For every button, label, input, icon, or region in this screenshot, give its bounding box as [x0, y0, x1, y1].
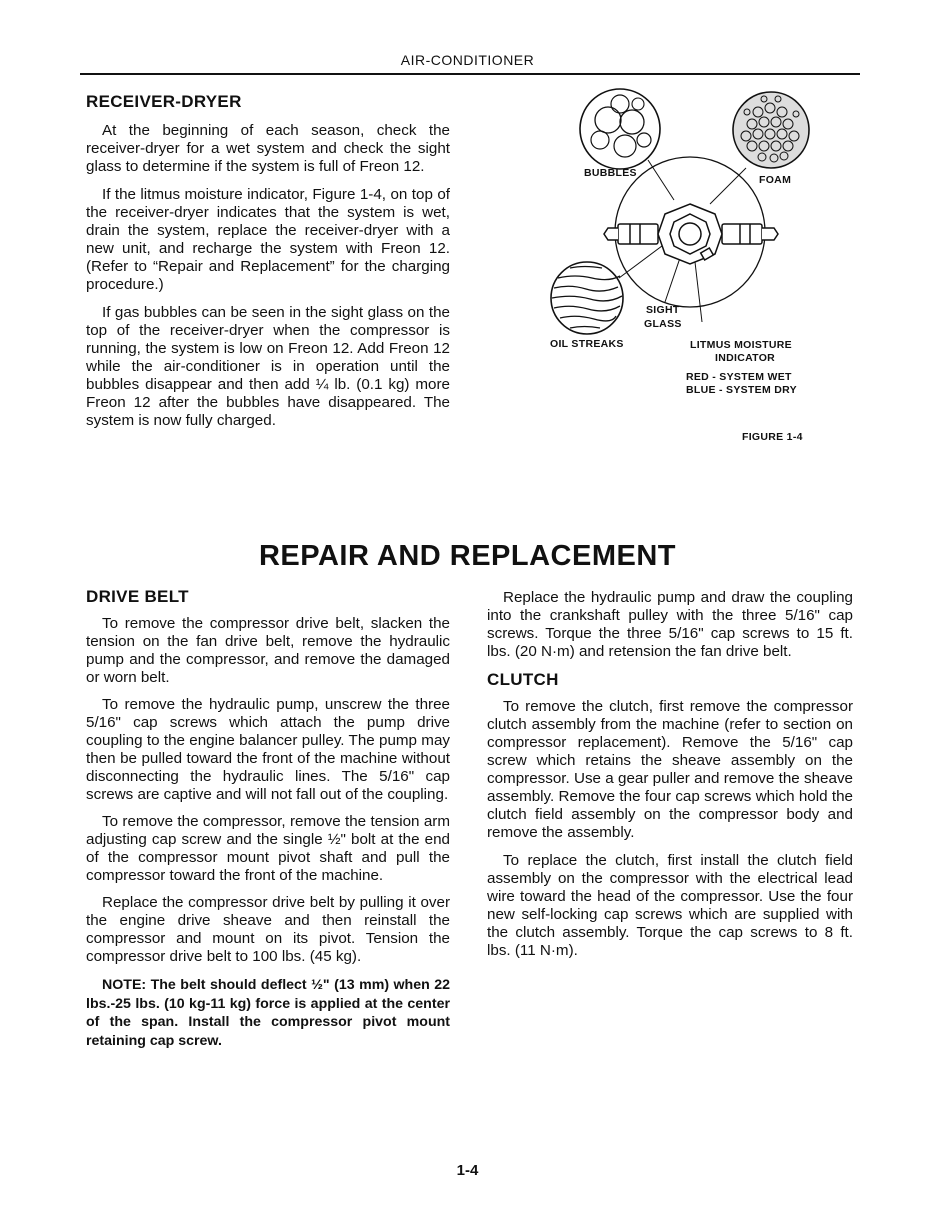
- receiver-dryer-section: [86, 92, 450, 430]
- bubbles-inset: [580, 89, 660, 169]
- drive-belt-paragraph-4: Replace the compressor drive belt by pulling it over the engine drive sheave and then reinstall the compressor and mount on its pivot. Tension the compressor drive belt to 100 lbs. (45 kg).: [86, 894, 450, 965]
- clutch-paragraph-2: To replace the clutch, first install the clutch field assembly on the compressor with the electrical lead wire toward the head of the compressor. Use the four new self-locking cap screws which are supplied with the clutch assembly. Torque the cap screws to 8 ft. lbs. (11 N·m).: [487, 852, 853, 959]
- page-header-title: AIR-CONDITIONER: [400, 52, 535, 68]
- drive-belt-note: NOTE: The belt should deflect ½" (13 mm) when 22 lbs.-25 lbs. (10 kg-11 kg) force is applied at the center of the span. Install the compressor pivot mount retaining cap screw.: [86, 977, 450, 1049]
- sight-glass-label-line-2: GLASS: [644, 318, 682, 330]
- bubbles-label: BUBBLES: [584, 167, 637, 179]
- litmus-label-line-1: LITMUS MOISTURE: [690, 339, 792, 351]
- oil-streaks-label: OIL STREAKS: [550, 338, 624, 350]
- figure-caption: FIGURE 1-4: [742, 431, 803, 443]
- figure-sight-glass-diagram: [540, 82, 840, 462]
- blue-system-dry-label: BLUE - SYSTEM DRY: [686, 384, 797, 396]
- drive-belt-paragraph-1: To remove the compressor drive belt, slacken the tension on the fan drive belt, remove the hydraulic pump and the compressor, and remove the damaged or worn belt.: [86, 615, 450, 686]
- sight-glass-label-line-1: SIGHT: [646, 304, 680, 316]
- drive-belt-heading: DRIVE BELT: [86, 587, 189, 606]
- right-column: [487, 589, 853, 960]
- clutch-paragraph-1: To remove the clutch, first remove the compressor clutch assembly from the machine (refer to section on compressor replacement). Remove the 5/16" cap screw which retains the sheave assembly on the compressor. Use a gear puller and remove the sheave assembly. Remove the four cap screws which hold the clutch field assembly on the compressor body and remove the assembly.: [487, 698, 853, 841]
- receiver-dryer-fitting: [604, 204, 778, 264]
- drive-belt-paragraph-3: To remove the compressor, remove the tension arm adjusting cap screw and the single ½" bolt at the end of the compressor mount pivot shaft and pull the compressor toward the front of the machine.: [86, 813, 450, 884]
- main-section-title: REPAIR AND REPLACEMENT: [258, 540, 676, 572]
- foam-inset: [733, 92, 809, 168]
- receiver-dryer-paragraph-3: If gas bubbles can be seen in the sight glass on the top of the receiver-dryer when the compressor is running, the system is low on Freon 12. Add Freon 12 while the air-conditioner is in operation until the bubbles disappear and then add ¼ lb. (0.1 kg) more Freon 12 after the bubbles have disappeared. The system is now fully charged.: [86, 304, 450, 429]
- red-system-wet-label: RED - SYSTEM WET: [686, 371, 792, 383]
- header-rule: [80, 73, 860, 75]
- receiver-dryer-heading: RECEIVER-DRYER: [86, 92, 242, 111]
- litmus-label-line-2: INDICATOR: [715, 352, 776, 364]
- oil-streaks-inset: [551, 262, 623, 334]
- clutch-heading: CLUTCH: [487, 670, 559, 689]
- drive-belt-section: [86, 587, 450, 1050]
- receiver-dryer-paragraph-1: At the beginning of each season, check the receiver-dryer for a wet system and check the sight glass to determine if the system is full of Freon 12.: [86, 122, 450, 175]
- foam-label: FOAM: [759, 174, 792, 186]
- receiver-dryer-paragraph-2: If the litmus moisture indicator, Figure 1-4, on top of the receiver-dryer indicates that the system is wet, drain the system, replace the receiver-dryer with a new unit, and recharge the system with Freon 12. (Refer to “Repair and Replacement” for the charging procedure.): [86, 186, 450, 293]
- hydraulic-pump-replace-paragraph: Replace the hydraulic pump and draw the coupling into the crankshaft pulley with the three 5/16" cap screws. Torque the three 5/16" cap screws to 15 ft. lbs. (20 N·m) and retension the fan drive belt.: [487, 589, 853, 660]
- drive-belt-paragraph-2: To remove the hydraulic pump, unscrew the three 5/16" cap screws which attach the pump drive coupling to the engine balancer pulley. The pump may then be pulled toward the front of the machine without disconnecting the hydraulic lines. The 5/16" cap screws are captive and will not fall out of the coupling.: [86, 696, 450, 803]
- page-number: 1-4: [456, 1162, 479, 1179]
